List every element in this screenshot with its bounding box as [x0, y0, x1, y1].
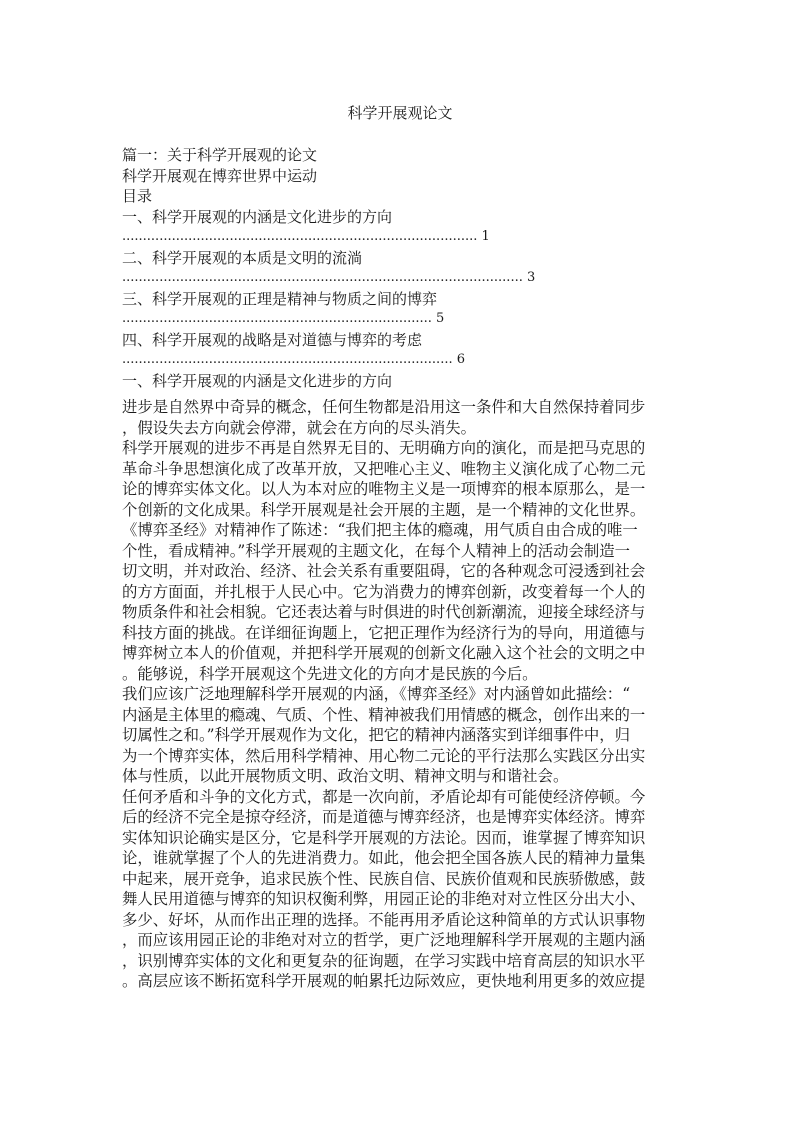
text-line: 《博弈圣经》对精神作了陈述：“我们把主体的瘾魂，用气质自由合成的唯一	[122, 521, 638, 539]
text-line: 的方方面面，并扎根于人民心中。它为消费力的博弈创新，改变着每一个人的	[122, 582, 646, 601]
text-line: 进步是自然界中奇异的概念，任何生物都是沿用这一条件和大自然保持着同步	[122, 398, 646, 416]
toc-entry-leader: ................................................................................................. 3	[122, 270, 536, 285]
text-line: 我们应该广泛地理解科学开展观的内涵，《博弈圣经》对内涵曾如此描绘：“	[122, 685, 631, 703]
text-line: ，识别博弈实体的文化和更复杂的征询题，在学习实践中培育高层的知识水平	[122, 951, 646, 970]
text-line: 体与性质，以此开展物质文明、政治文明、精神文明与和谐社会。	[122, 767, 569, 785]
text-line: 内涵是主体里的瘾魂、气质、个性、精神被我们用情感的概念，创作出来的一	[122, 705, 646, 724]
toc-entry-heading: 一、科学开展观的内涵是文化进步的方向	[122, 207, 393, 226]
text-line: 个性，看成精神。”科学开展观的主题文化，在每个人精神上的活动会制造一	[122, 541, 631, 560]
document-title: 科学开展观论文	[347, 104, 453, 122]
table-of-contents	[122, 207, 678, 371]
text-line: 为一个博弈实体，然后用科学精神、用心物二元论的平行法那么实践区分出实	[122, 746, 646, 765]
body-text	[122, 397, 678, 992]
paragraph	[122, 438, 678, 684]
toc-entry-leader: ........................................................................... 5	[122, 311, 445, 326]
paragraph	[122, 787, 678, 992]
text-line: 。能够说，科学开展观这个先进文化的方向才是民族的今后。	[122, 664, 538, 683]
text-line: ，而应该用园正论的非绝对对立的哲学，更广泛地理解科学开展观的主题内涵	[122, 931, 646, 949]
text-line: 中起来，展开竞争，追求民族个性、民族自信、民族价值观和民族骄傲感，鼓	[122, 869, 646, 888]
toc-entry-leader: ................................................................................ 6	[122, 352, 465, 367]
header-block	[122, 145, 678, 391]
toc-entry-leader: ...................................................................................... 1	[122, 229, 490, 244]
text-line: 科技方面的挑战。在详细征询题上，它把正理作为经济行为的导向，用道德与	[122, 623, 646, 642]
text-line: 切属性之和。”科学开展观作为文化，把它的精神内涵落实到详细事件中，归	[122, 726, 631, 744]
text-line: 博弈树立本人的价值观，并把科学开展观的创新文化融入这个社会的文明之中	[122, 644, 646, 662]
article-heading: 篇一：关于科学开展观的论文	[122, 146, 318, 164]
text-line: 论，谁就掌握了个人的先进消费力。如此，他会把全国各族人民的精神力量集	[122, 849, 646, 867]
text-line: ，假设失去方向就会停滞，就会在方向的尽头消失。	[122, 418, 476, 437]
text-line: 论的博弈实体文化。以人为本对应的唯物主义是一项博弈的根本原那么，是一	[122, 480, 646, 498]
toc-entry-heading: 二、科学开展观的本质是文明的流淌	[122, 248, 363, 267]
text-line: 。高层应该不断拓宽科学开展观的帕累托边际效应，更快地利用更多的效应提	[122, 972, 646, 990]
article-subtitle: 科学开展观在博弈世界中运动	[122, 166, 318, 185]
text-line: 科学开展观的进步不再是自然界无目的、无明确方向的演化，而是把马克思的	[122, 439, 646, 457]
text-line: 任何矛盾和斗争的文化方式，都是一次向前，矛盾论却有可能使经济停顿。今	[122, 787, 646, 806]
text-line: 舞人民用道德与博弈的知识权衡利弊，用园正论的非绝对对立性区分出大小、	[122, 890, 646, 908]
text-line: 多少、好坏，从而作出正理的选择。不能再用矛盾论这种简单的方式认识事物	[122, 910, 646, 929]
toc-entry-heading: 三、科学开展观的正理是精神与物质之间的博弈	[122, 289, 438, 308]
text-line: 个创新的文化成果。科学开展观是社会开展的主题，是一个精神的文化世界。	[122, 500, 646, 519]
text-line: 后的经济不完全是掠夺经济，而是道德与博弈经济，也是博弈实体经济。博弈	[122, 808, 646, 826]
text-line: 物质条件和社会相貌。它还表达着与时俱进的时代创新潮流，迎接全球经济与	[122, 603, 646, 621]
text-line: 革命斗争思想演化成了改革开放，又把唯心主义、唯物主义演化成了心物二元	[122, 459, 646, 478]
paragraph	[122, 684, 678, 787]
text-line: 实体知识论确实是区分，它是科学开展观的方法论。因而，谁掌握了博弈知识	[122, 828, 646, 847]
toc-label: 目录	[122, 187, 153, 205]
text-line: 切文明，并对政治、经济、社会关系有重要阻碍，它的各种观念可浸透到社会	[122, 562, 646, 580]
section-heading: 一、科学开展观的内涵是文化进步的方向	[122, 371, 393, 390]
toc-entry-heading: 四、科学开展观的战略是对道德与博弈的考虑	[122, 330, 423, 349]
paragraph	[122, 397, 678, 438]
